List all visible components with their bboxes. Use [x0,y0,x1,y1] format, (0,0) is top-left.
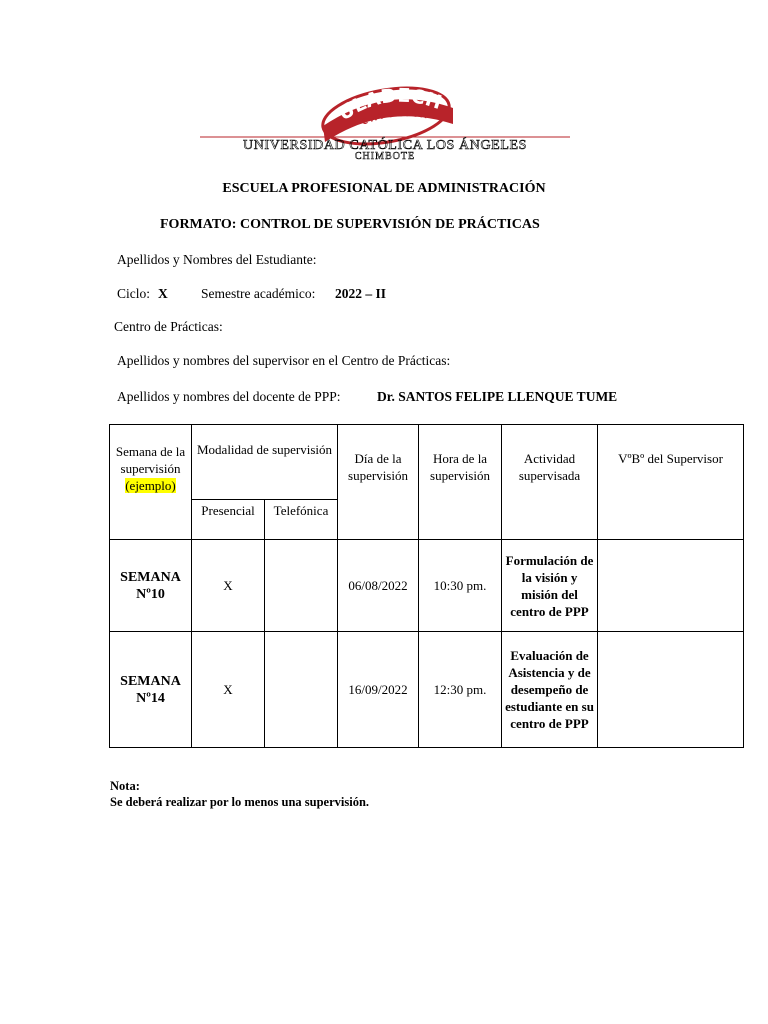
header-week [110,425,192,540]
logo-sub-text: CATÓLICA [360,109,431,127]
row-telefonica [265,632,338,748]
logo-brand-text: ULADECH [334,84,445,126]
note-title: Nota: [110,779,140,793]
row-day: 16/09/2022 [338,632,419,748]
row-activity: Formulación de la visión y misión del centro de PPP [502,540,598,632]
note-block [110,778,369,810]
supervisor-label: Apellidos y nombres del supervisor en el Centro de Prácticas: [117,353,451,368]
header-presencial: Presencial [192,500,265,540]
row-presencial: X [192,632,265,748]
cycle-label: Ciclo: [117,286,150,301]
row-hour: 12:30 pm. [419,632,502,748]
header-approval: VºBº del Supervisor [598,425,744,540]
header-activity: Actividad supervisada [502,425,598,540]
header-day: Día de la supervisión [338,425,419,540]
format-title: FORMATO: CONTROL DE SUPERVISIÓN DE PRÁCTICAS [160,217,540,232]
row-approval [598,632,744,748]
header-week-label: Semana de la supervisión [115,444,186,476]
student-label: Apellidos y Nombres del Estudiante: [117,252,317,267]
row-hour: 10:30 pm. [419,540,502,632]
semester-value: 2022 – II [335,286,387,301]
note-text: Se deberá realizar por lo menos una supervisión. [110,795,370,809]
row-week: SEMANA Nº14 [110,632,192,748]
teacher-value: Dr. SANTOS FELIPE LLENQUE TUME [377,389,618,404]
row-presencial: X [192,540,265,632]
logo-city: CHIMBOTE [354,151,416,162]
header-week-example: (ejemplo) [125,478,176,493]
row-week: SEMANA Nº10 [110,540,192,632]
row-activity: Evaluación de Asistencia y de desempeño de estudiante en su centro de PPP [502,632,598,748]
supervision-table [109,424,744,748]
table-row [110,540,744,632]
logo-university-name: UNIVERSIDAD CATÓLICA LOS ÁNGELES [242,138,528,153]
semester-label: Semestre académico: [201,286,316,301]
row-day: 06/08/2022 [338,540,419,632]
header-modality: Modalidad de supervisión [192,425,338,500]
table-row [110,632,744,748]
teacher-label: Apellidos y nombres del docente de PPP: [117,389,341,404]
header-telefonica: Telefónica [265,500,338,540]
row-approval [598,540,744,632]
school-title: ESCUELA PROFESIONAL DE ADMINISTRACIÓN [222,181,546,196]
cycle-value: X [158,286,168,301]
center-label: Centro de Prácticas: [114,319,223,334]
university-logo [195,84,580,162]
header-hour: Hora de la supervisión [419,425,502,540]
row-telefonica [265,540,338,632]
